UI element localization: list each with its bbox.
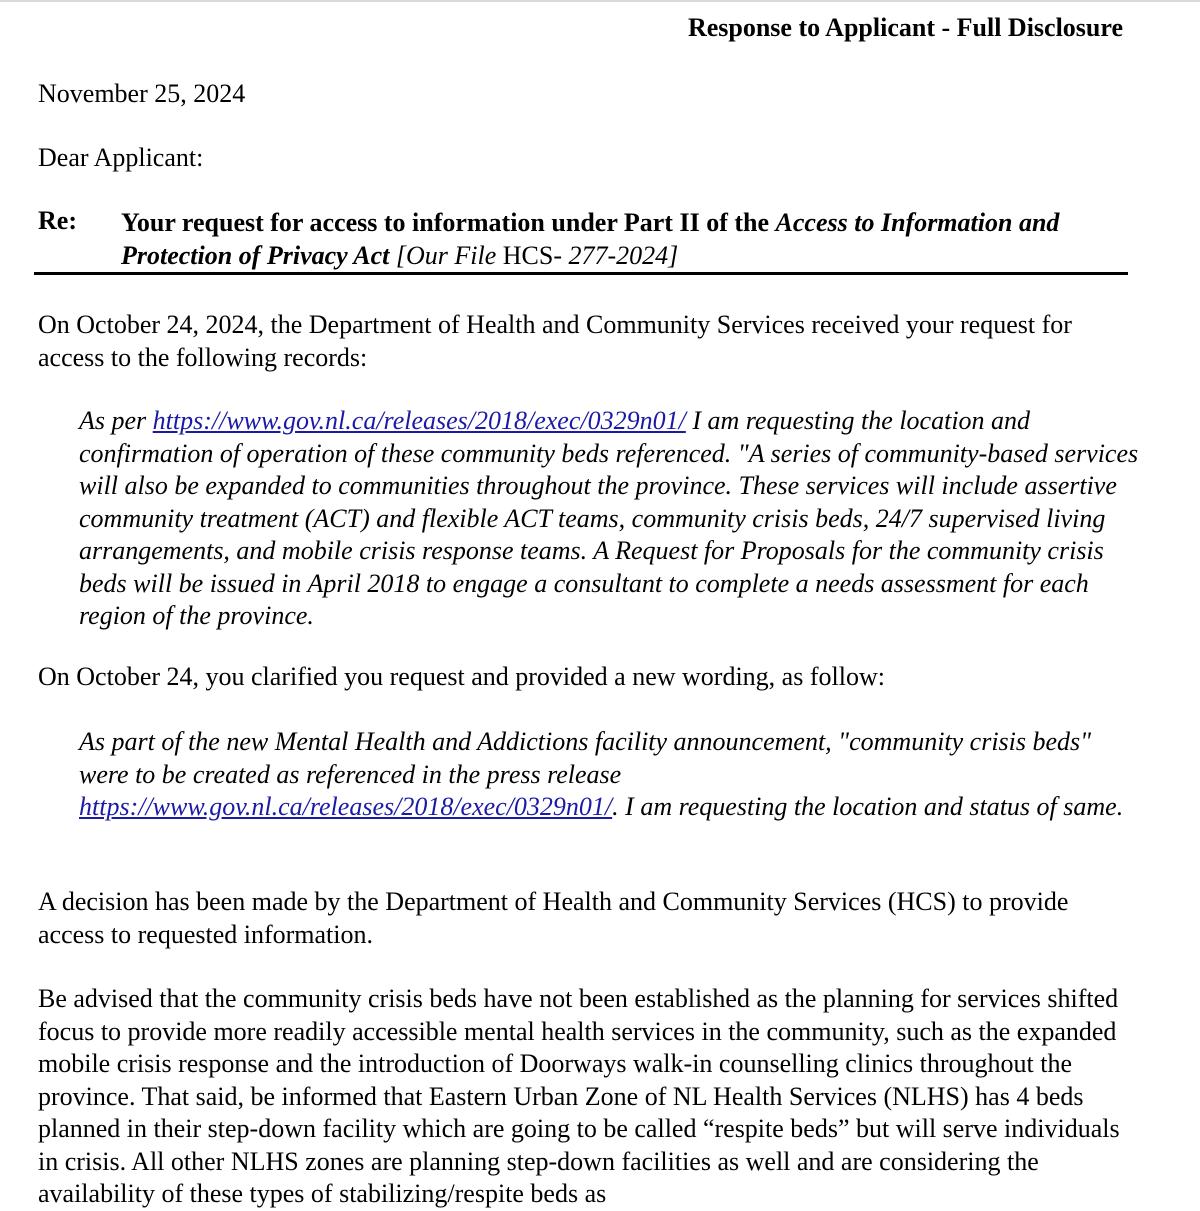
subject-label: Re: xyxy=(38,206,77,235)
file-reference-open: [Our File xyxy=(389,241,503,270)
document-header-title: Response to Applicant - Full Disclosure xyxy=(687,13,1123,42)
press-release-link[interactable]: https://www.gov.nl.ca/releases/2018/exec/0329n01/ xyxy=(152,406,686,435)
letter-date: November 25, 2024 xyxy=(38,79,246,108)
quote-2-text: As part of the new Mental Health and Addictions facility announcement, "community crisis beds" were to be created as referenced in the press release xyxy=(79,727,1092,789)
paragraph-request-received: On October 24, 2024, the Department of Health and Community Services received your request for access to the following records: xyxy=(38,310,1072,372)
press-release-link-2[interactable]: https://www.gov.nl.ca/releases/2018/exec/0329n01/ xyxy=(79,792,613,821)
subject-bold-text: Your request for access to information under Part II of the xyxy=(121,208,776,237)
quoted-request-original xyxy=(79,405,1139,633)
quoted-request-clarified xyxy=(79,726,1139,824)
paragraph-crisis-beds-status: Be advised that the community crisis beds have not been established as the planning for services shifted focus to provide more readily accessible mental health services in the community, such as the expanded mobile crisis response and the introduction of Doorways walk-in counselling clinics throughout the province. That said, be informed that Eastern Urban Zone of NL Health Services (NLHS) has 4 beds planned in their step-down facility which are going to be called “respite beds” but will serve individuals in crisis. All other NLHS zones are planning step-down facilities as well and are considering the availability of these types of stabilizing/respite beds as xyxy=(38,984,1120,1208)
subject-text xyxy=(121,206,1121,272)
subject-divider xyxy=(34,272,1128,275)
file-number: HCS- xyxy=(502,241,562,270)
act-name: Access to Information and Protection of Privacy Act xyxy=(121,208,1060,270)
quote-1-prefix: As per xyxy=(79,406,153,435)
letter-salutation: Dear Applicant: xyxy=(38,143,204,172)
quote-2-suffix: . I am requesting the location and status of same. xyxy=(612,792,1124,821)
paragraph-decision: A decision has been made by the Department of Health and Community Services (HCS) to provide access to requested information. xyxy=(38,887,1069,949)
file-year: 277-2024] xyxy=(562,241,679,270)
page-top-border xyxy=(0,0,1200,2)
quote-1-text: I am requesting the location and confirmation of operation of these community beds referenced. "A series of community-based services will also be expanded to communities throughout the province. These services will include assertive community treatment (ACT) and flexible ACT teams, community crisis beds, 24/7 supervised living arrangements, and mobile crisis response teams. A Request for Proposals for the community crisis beds will be issued in April 2018 to engage a consultant to complete a needs assessment for each region of the province. xyxy=(79,406,1139,630)
paragraph-clarification: On October 24, you clarified you request and provided a new wording, as follow: xyxy=(38,662,885,691)
